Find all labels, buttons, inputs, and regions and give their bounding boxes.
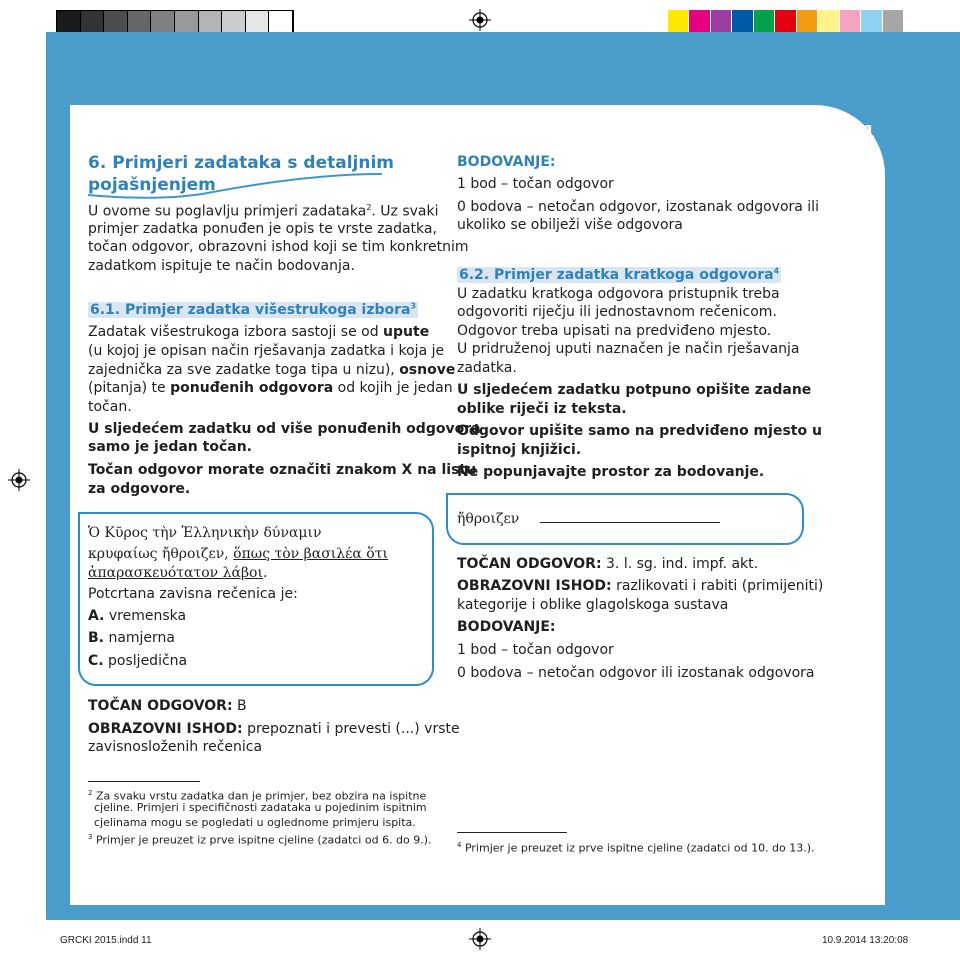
right-description-line3: Odgovor treba upisati na predviđeno mjesto. [457,323,772,339]
subsection-heading-6-2: 6.2. Primjer zadatka kratkoga odgovora$^4$ [459,266,780,283]
grayscale-color-bar [56,10,294,34]
color-swatch [754,10,774,32]
grayscale-swatch [269,11,293,33]
intro-text-line2: primjer zadatka ponuđen je opis te vrste zadatka, [88,221,437,237]
greek-text-line1: Ὁ Κῦρος τὴν Ἑλληνικὴν δύναμιν [88,525,322,541]
color-swatch [840,10,860,32]
description-line5: točan. [88,399,132,415]
right-instruction-2-line1: Odgovor upišite samo na predviđeno mjesto u [457,423,822,439]
slug-date: 10.9.2014 13:20:08 [822,935,909,946]
footnote-separator-left [88,781,200,782]
right-learning-outcome-line2: kategorije i oblike glagolskoga sustava [457,597,729,613]
scoring-heading: BODOVANJE: [457,154,556,170]
right-learning-outcome-line1: OBRAZOVNI ISHOD: razlikovati i rabiti (primijeniti) [457,578,824,594]
footnote-3: $^3$ Primjer je preuzet iz prve ispitne cjeline (zadatci od 6. do 9.). [88,833,432,847]
section-heading-line1: 6. Primjeri zadataka s detaljnim [88,153,395,173]
description-line2: (u kojoj je opisan način rješavanja zadatka i koja je [88,343,445,359]
color-swatch [818,10,838,32]
learning-outcome-line2: zavisnosloženih rečenica [88,739,263,755]
grayscale-swatch [222,11,246,33]
slug-filename: GRCKI 2015.indd 11 [60,935,152,946]
description-line1: Zadatak višestrukoga izbora sastoji se od upute [88,324,430,340]
registration-mark-left [8,469,30,491]
right-description-line4: U pridruženoj uputi naznačen je način rješavanja [457,341,800,357]
description-line3: zajednička za sve zadatke toga tipa u nizu), osnove [88,362,456,378]
grayscale-swatch [104,11,128,33]
footnote-2-line2: cjeline. Primjeri i specifičnosti zadataka u pojedinim ispitnim [94,801,427,814]
color-swatch [732,10,752,32]
learning-outcome-line1: OBRAZOVNI ISHOD: prepoznati i prevesti (...) vrste [88,721,460,737]
intro-text-line1: U ovome su poglavlju primjeri zadataka$^2$. Uz svaki [88,203,439,220]
grayscale-swatch [199,11,223,33]
answer-blank-line[interactable] [540,522,720,523]
intro-text-line3: točan odgovor, obrazovni ishod koji se tim konkretnim [88,239,469,255]
right-instruction-1-line1: U sljedećem zadatku potpuno opišite zadane [457,382,812,398]
right-correct-answer: TOČAN ODGOVOR: 3. l. sg. ind. impf. akt. [457,556,759,572]
greek-text-line2: κρυφαίως ἤθροιζεν, ὅπως τὸν βασιλέα ὅτι [88,546,388,562]
footnote-4: $^4$ Primjer je preuzet iz prve ispitne cjeline (zadatci od 10. do 13.). [457,841,815,855]
grayscale-swatch [246,11,270,33]
instruction-1-line2: samo je jedan točan. [88,439,252,455]
subsection-heading-6-1: 6.1. Primjer zadatka višestrukoga izbora$^3$ [90,301,417,318]
process-color-bar [668,10,904,32]
right-instruction-1-line2: oblike riječi iz teksta. [457,401,627,417]
grayscale-swatch [151,11,175,33]
right-instruction-3: Ne popunjavajte prostor za bodovanje. [457,464,765,480]
greek-text-line3: ἀπαρασκευότατον λάβοι. [88,565,268,581]
color-swatch [668,10,688,32]
intro-text-line4: zadatkom ispituje te način bodovanja. [88,258,355,274]
page-number: 1 1 [842,122,877,143]
footnote-separator-right [457,832,567,833]
right-scoring-point-1: 1 bod – točan odgovor [457,642,614,658]
color-swatch [883,10,903,32]
color-swatch [775,10,795,32]
right-description-line5: zadatka. [457,360,517,376]
option-a: A. vremenska [88,608,187,624]
question-prompt: Potcrtana zavisna rečenica je: [88,586,298,602]
right-instruction-2-line2: ispitnoj knjižici. [457,442,582,458]
footnote-2-line3: cjelinama mogu se pogledati u oglednome primjeru ispita. [94,816,416,829]
color-swatch [689,10,709,32]
color-swatch [711,10,731,32]
grayscale-swatch [175,11,199,33]
registration-mark-bottom [469,928,491,950]
right-scoring-heading: BODOVANJE: [457,619,556,635]
grayscale-swatch [128,11,152,33]
scoring-zero-line2: ukoliko se obilježi više odgovora [457,217,683,233]
instruction-2-line2: za odgovore. [88,481,191,497]
footnote-2-line1: $^2$ Za svaku vrstu zadatka dan je primjer, bez obzira na ispitne [88,789,427,803]
description-line4: (pitanja) te ponuđenih odgovora od kojih je jedan [88,380,453,396]
registration-mark-top [469,9,491,31]
option-b: B. namjerna [88,630,176,646]
heading-underline-swoosh [86,168,386,200]
color-swatch [861,10,881,32]
instruction-1-line1: U sljedećem zadatku od više ponuđenih odgovora [88,421,481,437]
scoring-zero-line1: 0 bodova – netočan odgovor, izostanak odgovora ili [457,199,819,215]
color-swatch [797,10,817,32]
instruction-2-line1: Točan odgovor morate označiti znakom X na listu [88,462,477,478]
right-description-line1: U zadatku kratkoga odgovora pristupnik treba [457,286,780,302]
correct-answer: TOČAN ODGOVOR: B [88,698,247,714]
grayscale-swatch [57,11,81,33]
scoring-point-1: 1 bod – točan odgovor [457,176,614,192]
grayscale-swatch [81,11,105,33]
option-c: C. posljedična [88,653,188,669]
right-description-line2: odgovoriti riječju ili jednostavnom rečenicom. [457,304,777,320]
right-scoring-zero: 0 bodova – netočan odgovor ili izostanak odgovora [457,665,815,681]
greek-word: ἤθροιζεν [457,511,520,527]
section-heading-line2: pojašnjenjem [88,175,216,195]
